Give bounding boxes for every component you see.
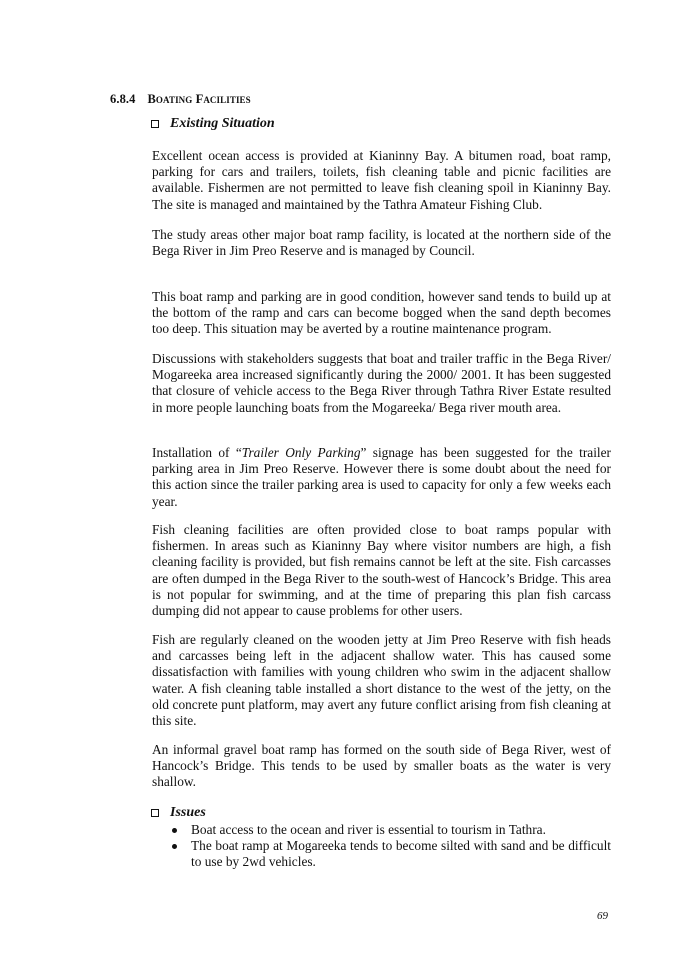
checkbox-bullet-icon <box>151 120 159 128</box>
section-title: Boating Facilities <box>147 92 251 106</box>
issues-label: Issues <box>170 805 206 820</box>
paragraph-ramp-condition: This boat ramp and parking are in good condition, however sand tends to build up at the bottom of the ramp and cars can become bogged when the sand depth becomes too deep. This situation may be averted by a routine maintenance program. <box>152 289 611 337</box>
checkbox-bullet-icon <box>151 809 159 817</box>
paragraph-wooden-jetty: Fish are regularly cleaned on the wooden jetty at Jim Preo Reserve with fish heads and carcasses being left in the adjacent shallow water. This has caused some dissatisfaction with families with young children who swim in the adjacent shallow water. A fish cleaning table installed a short distance to the west of the jetty, on the old concrete punt platform, may avert any future conflict arising from fish cleaning at this site. <box>152 632 611 729</box>
paragraph-trailer-parking <box>152 445 611 510</box>
paragraph-gravel-ramp: An informal gravel boat ramp has formed on the south side of Bega River, west of Hancock’s Bridge. This tends to be used by smaller boats as the water is very shallow. <box>152 742 611 790</box>
existing-situation-label: Existing Situation <box>170 116 275 131</box>
existing-situation-heading <box>152 116 275 132</box>
paragraph-stakeholder-discussions: Discussions with stakeholders suggests that boat and trailer traffic in the Bega River/ Mogareeka area increased significantly during the 2000/ 2001. It has been suggested that closure of vehicle access to the Bega River through Tathra River Estate resulted in more people launching boats from the Mogareeka/ Bega river mouth area. <box>152 351 611 415</box>
paragraph-other-ramp: The study areas other major boat ramp facility, is located at the northern side of the Bega River in Jim Preo Reserve and is managed by Council. <box>152 227 611 259</box>
trailer-parking-text-end: ” signage has been suggested for the trailer parking area in Jim Preo Reserve. However there is some doubt about the need for this action since the trailer parking area is used to capacity for only a few weeks each year. <box>152 445 611 509</box>
section-heading <box>110 92 251 107</box>
trailer-parking-text-start: Installation of “ <box>152 445 242 460</box>
paragraph-fish-cleaning-facilities: Fish cleaning facilities are often provided close to boat ramps popular with fishermen. In areas such as Kianinny Bay where visitor numbers are high, a fish cleaning facility is provided, but fish remains cannot be left at the site. Fish carcasses are often dumped in the Bega River to the south-west of Hancock’s Bridge. This area is not popular for swimming, and at the time of preparing this plan fish carcass dumping did not appear to cause problems for other users. <box>152 522 611 619</box>
bullet-icon <box>172 844 177 849</box>
list-item <box>170 838 611 870</box>
paragraph-kianinny-bay: Excellent ocean access is provided at Kianinny Bay. A bitumen road, boat ramp, parking for cars and trailers, toilets, fish cleaning table and picnic facilities are available. Fishermen are not permitted to leave fish cleaning spoil in Kianinny Bay. The site is managed and maintained by the Tathra Amateur Fishing Club. <box>152 148 611 212</box>
issues-heading <box>152 805 206 821</box>
issues-list <box>170 822 611 871</box>
issue-text: The boat ramp at Mogareeka tends to become silted with sand and be difficult to use by 2wd vehicles. <box>191 838 611 870</box>
trailer-parking-sign-text: Trailer Only Parking <box>241 445 361 460</box>
section-number: 6.8.4 <box>110 92 136 106</box>
bullet-icon <box>172 828 177 833</box>
list-item <box>170 822 611 838</box>
page-number: 69 <box>597 910 608 922</box>
issue-text: Boat access to the ocean and river is essential to tourism in Tathra. <box>191 822 546 837</box>
